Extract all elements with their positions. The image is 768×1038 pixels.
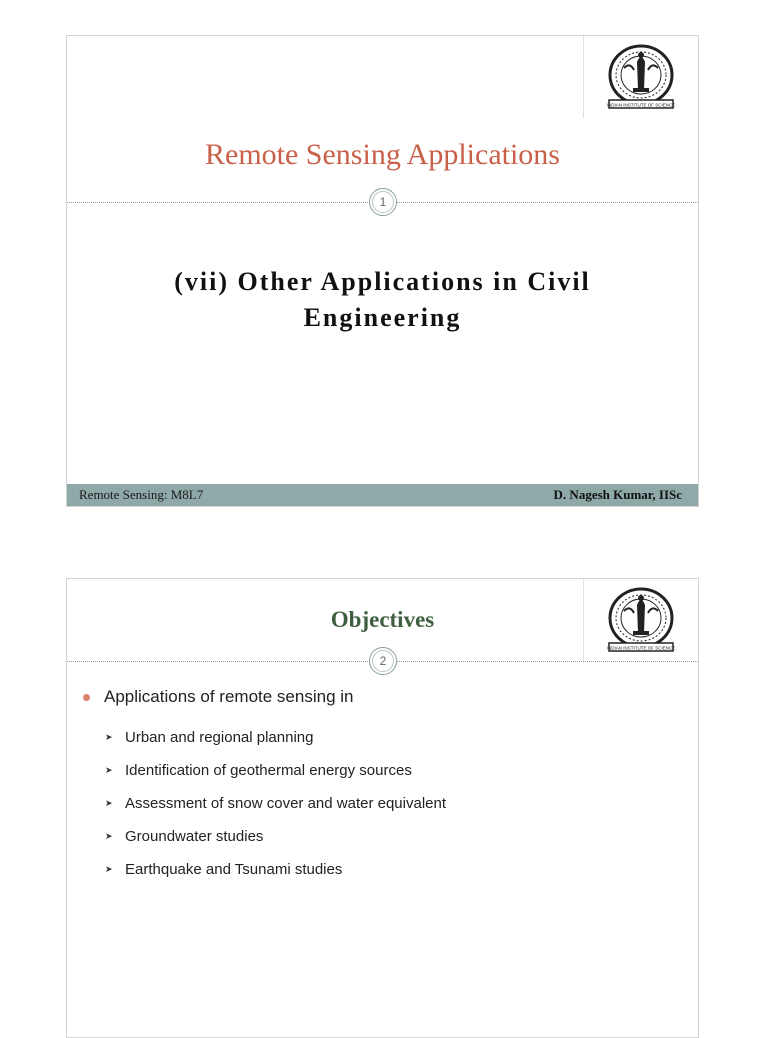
arrow-bullet-icon: ➤ <box>105 765 113 775</box>
slide-2 <box>66 578 699 1038</box>
sub-list-item <box>105 721 678 754</box>
svg-text:INDIAN INSTITUTE OF SCIENCE: INDIAN INSTITUTE OF SCIENCE <box>606 102 676 108</box>
slide-subtitle <box>107 264 658 336</box>
slide-number: 2 <box>379 654 387 668</box>
slide-number: 1 <box>379 195 387 209</box>
arrow-bullet-icon: ➤ <box>105 732 113 742</box>
sub-list-item <box>105 853 678 886</box>
arrow-bullet-icon: ➤ <box>105 798 113 808</box>
slide-1 <box>66 35 699 507</box>
slide-title: Remote Sensing Applications <box>205 138 560 171</box>
bullet-dot-icon <box>83 694 90 701</box>
sub-item-text: Identification of geothermal energy sources <box>125 762 412 779</box>
subtitle-line-2: Engineering <box>303 303 462 332</box>
sub-item-text: Urban and regional planning <box>125 729 314 746</box>
arrow-bullet-icon: ➤ <box>105 831 113 841</box>
bullet-text: Applications of remote sensing in <box>104 687 354 706</box>
footer-author: D. Nagesh Kumar, IISc <box>553 487 682 502</box>
footer-course-code: Remote Sensing: M8L7 <box>79 487 204 502</box>
institute-logo <box>583 36 698 118</box>
slide-footer <box>67 484 698 506</box>
slide-number-badge <box>369 647 397 675</box>
svg-text:INDIAN INSTITUTE OF SCIENCE: INDIAN INSTITUTE OF SCIENCE <box>606 645 676 651</box>
sub-item-text: Earthquake and Tsunami studies <box>125 861 343 878</box>
iisc-emblem-icon <box>600 40 682 114</box>
objectives-list <box>83 687 678 886</box>
sub-list-item <box>105 820 678 853</box>
list-item <box>83 687 678 707</box>
sub-list-item <box>105 754 678 787</box>
slide-title: Objectives <box>330 607 435 632</box>
slide-number-badge <box>369 188 397 216</box>
sub-item-text: Groundwater studies <box>125 828 264 845</box>
arrow-bullet-icon: ➤ <box>105 864 113 874</box>
sub-list-item <box>105 787 678 820</box>
sub-item-text: Assessment of snow cover and water equivalent <box>125 795 446 812</box>
subtitle-line-1: (vii) Other Applications in Civil <box>174 267 591 296</box>
